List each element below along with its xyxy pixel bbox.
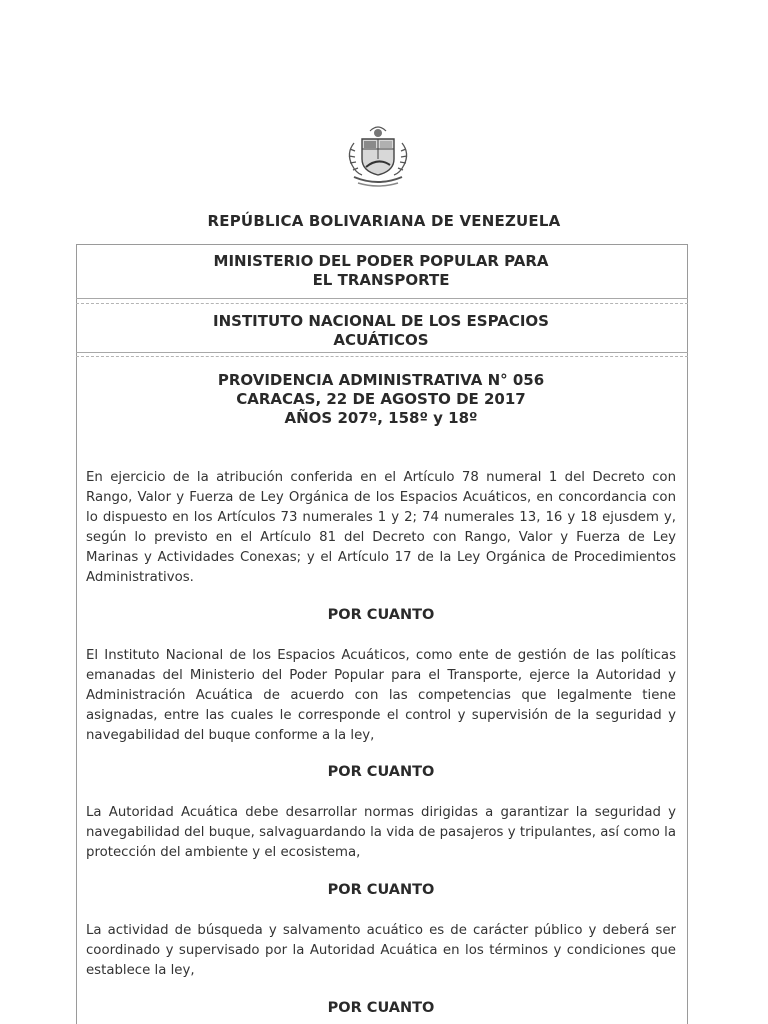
divider-2 — [76, 352, 688, 353]
por-cuanto-heading-2: POR CUANTO — [327, 764, 435, 780]
providencia-years: AÑOS 207º, 158º y 18º — [284, 409, 478, 427]
providencia-title — [76, 371, 686, 428]
institute-line-2: ACUÁTICOS — [333, 331, 429, 349]
ministry-line-1: MINISTERIO DEL PODER POPULAR PARA — [213, 252, 549, 270]
providencia-date: CARACAS, 22 DE AGOSTO DE 2017 — [236, 390, 526, 408]
coat-of-arms-seal — [340, 125, 416, 191]
divider-1b — [76, 303, 688, 304]
providencia-number: PROVIDENCIA ADMINISTRATIVA N° 056 — [217, 371, 545, 389]
divider-1 — [76, 298, 688, 299]
ministry-block — [76, 252, 686, 290]
institute-line-1: INSTITUTO NACIONAL DE LOS ESPACIOS — [213, 312, 549, 330]
por-cuanto-heading-3: POR CUANTO — [327, 882, 435, 898]
divider-2b — [76, 356, 688, 357]
por-cuanto-heading-1: POR CUANTO — [327, 607, 435, 623]
intro-paragraph: En ejercicio de la atribución conferida en el Artículo 78 numeral 1 del Decreto con Rango, Valor y Fuerza de Ley Orgánica de los Espacios Acuáticos, en concordancia con lo dispuesto en los Artículos 73 numerales 1 y 2; 74 numerales 13, 16 y 18 ejusdem y, según lo previsto en el Artículo 81 del Decreto con Rango, Valor y Fuerza de Ley Marinas y Actividades Conexas; y el Artículo 17 de la Ley Orgánica de Procedimientos Administrativos. — [86, 470, 676, 585]
republic-heading: REPÚBLICA BOLIVARIANA DE VENEZUELA — [207, 212, 561, 230]
paragraph-1: El Instituto Nacional de los Espacios Acuáticos, como ente de gestión de las políticas emanadas del Ministerio del Poder Popular para el Transporte, ejerce la Autoridad y Administración Acuática de acuerdo con las competencias que legalmente tiene asignadas, entre las cuales le corresponde el control y supervisión de la seguridad y navegabilidad del buque conforme a la ley, — [86, 648, 676, 743]
ministry-line-2: EL TRANSPORTE — [312, 271, 450, 289]
por-cuanto-heading-4: POR CUANTO — [327, 1000, 435, 1016]
header-frame — [76, 244, 688, 1024]
paragraph-2: La Autoridad Acuática debe desarrollar normas dirigidas a garantizar la seguridad y navegabilidad del buque, salvaguardando la vida de pasajeros y tripulantes, así como la protección del ambiente y el ecosistema, — [86, 805, 676, 860]
institute-block — [76, 312, 686, 350]
paragraph-3: La actividad de búsqueda y salvamento acuático es de carácter público y deberá ser coordinado y supervisado por la Autoridad Acuática en los términos y condiciones que establece la ley, — [86, 923, 676, 978]
